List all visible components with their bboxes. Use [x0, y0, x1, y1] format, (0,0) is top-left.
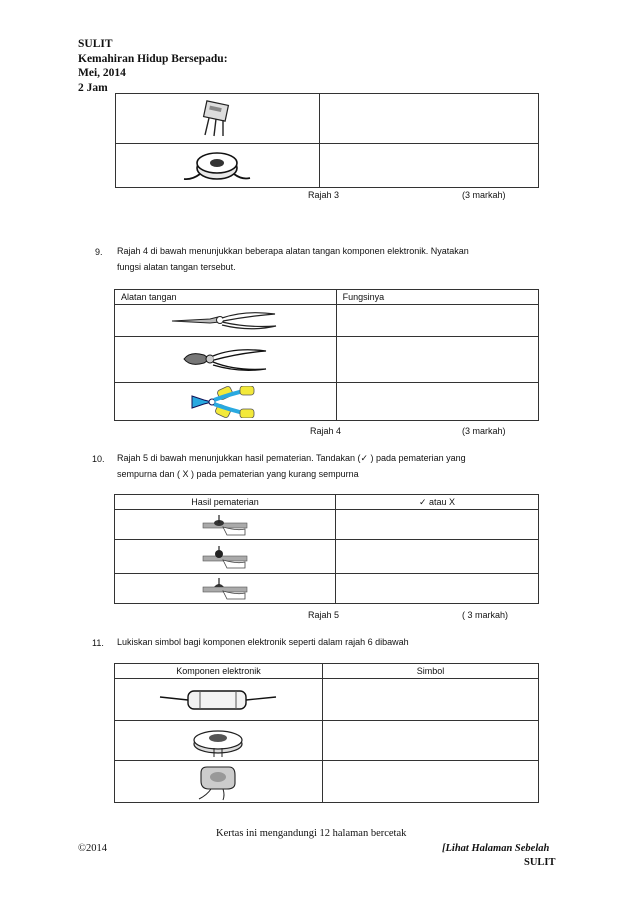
- rajah4-marks: (3 markah): [462, 426, 506, 436]
- transistor-answer[interactable]: [319, 94, 538, 144]
- side-cutter-icon: [180, 343, 270, 377]
- capacitor-axial-cell: [115, 679, 323, 721]
- transistor-cell: [116, 94, 320, 144]
- buzzer-icon: [182, 146, 252, 186]
- q9-col2-header: Fungsinya: [336, 290, 538, 305]
- footer-copyright: ©2014: [78, 843, 107, 854]
- solder-joint-2-answer[interactable]: [336, 540, 539, 574]
- side-cutter-cell: [115, 337, 337, 383]
- header-date: Mei, 2014: [78, 67, 126, 79]
- wire-stripper-cell: [115, 383, 337, 421]
- ceramic-capacitor-cell: [115, 761, 323, 803]
- header-sulit: SULIT: [78, 38, 113, 50]
- rajah3-table: [115, 93, 539, 188]
- rajah6-table: [114, 663, 539, 803]
- q10-col1-header: Hasil pematerian: [115, 495, 336, 510]
- ceramic-capacitor-icon: [193, 763, 243, 801]
- solder-joint-1-cell: [115, 510, 336, 540]
- q10-text: [117, 450, 557, 482]
- footer-next-page: [Lihat Halaman Sebelah: [442, 843, 550, 854]
- wire-stripper-icon: [190, 386, 260, 418]
- rajah5-marks: ( 3 markah): [462, 610, 509, 620]
- solder-joint-1-answer[interactable]: [336, 510, 539, 540]
- q11-number: 11.: [92, 638, 104, 648]
- q9-text-line1: Rajah 4 di bawah menunjukkan beberapa alatan tangan komponen elektronik. Nyatakan: [117, 246, 469, 256]
- solder-joint-1-icon: [201, 513, 249, 537]
- rajah4-caption: Rajah 4: [310, 426, 342, 436]
- rajah5-caption: Rajah 5: [308, 610, 340, 620]
- q11-col1-header: Komponen elektronik: [115, 664, 323, 679]
- rajah3-marks: (3 markah): [462, 190, 506, 200]
- ceramic-capacitor-answer[interactable]: [322, 761, 538, 803]
- transistor-icon: [197, 99, 237, 139]
- rajah4-table: [114, 289, 539, 421]
- capacitor-axial-icon: [158, 685, 278, 715]
- variable-resistor-cell: [115, 721, 323, 761]
- q9-text-line2: fungsi alatan tangan tersebut.: [117, 262, 236, 272]
- variable-resistor-answer[interactable]: [322, 721, 538, 761]
- q9-number: 9.: [95, 247, 103, 257]
- header-duration: 2 Jam: [78, 81, 108, 94]
- side-cutter-answer[interactable]: [336, 337, 538, 383]
- buzzer-cell: [116, 144, 320, 188]
- footer-sulit: SULIT: [524, 857, 556, 868]
- solder-joint-2-icon: [201, 544, 249, 570]
- q10-text-line1: Rajah 5 di bawah menunjukkan hasil pematerian. Tandakan (✓ ) pada pematerian yang: [117, 453, 466, 463]
- q10-number: 10.: [92, 454, 105, 464]
- q9-text: [117, 243, 557, 275]
- wire-stripper-answer[interactable]: [336, 383, 538, 421]
- solder-joint-3-answer[interactable]: [336, 574, 539, 604]
- document-header: [78, 37, 228, 95]
- q11-col2-header: Simbol: [322, 664, 538, 679]
- q10-col2-header: ✓ atau X: [336, 495, 539, 510]
- solder-joint-3-cell: [115, 574, 336, 604]
- long-nose-pliers-answer[interactable]: [336, 305, 538, 337]
- capacitor-axial-answer[interactable]: [322, 679, 538, 721]
- q11-text: Lukiskan simbol bagi komponen elektronik seperti dalam rajah 6 dibawah: [117, 637, 409, 647]
- rajah3-caption: Rajah 3: [308, 190, 340, 200]
- footer-page-count: Kertas ini mengandungi 12 halaman bercetak: [216, 828, 407, 839]
- q9-col1-header: Alatan tangan: [115, 290, 337, 305]
- buzzer-answer[interactable]: [319, 144, 538, 188]
- variable-resistor-icon: [188, 724, 248, 758]
- long-nose-pliers-cell: [115, 305, 337, 337]
- header-subject: Kemahiran Hidup Bersepadu:: [78, 52, 228, 65]
- long-nose-pliers-icon: [170, 308, 280, 334]
- rajah5-table: [114, 494, 539, 604]
- solder-joint-3-icon: [201, 577, 249, 601]
- q10-text-line2: sempurna dan ( X ) pada pematerian yang kurang sempurna: [117, 469, 359, 479]
- solder-joint-2-cell: [115, 540, 336, 574]
